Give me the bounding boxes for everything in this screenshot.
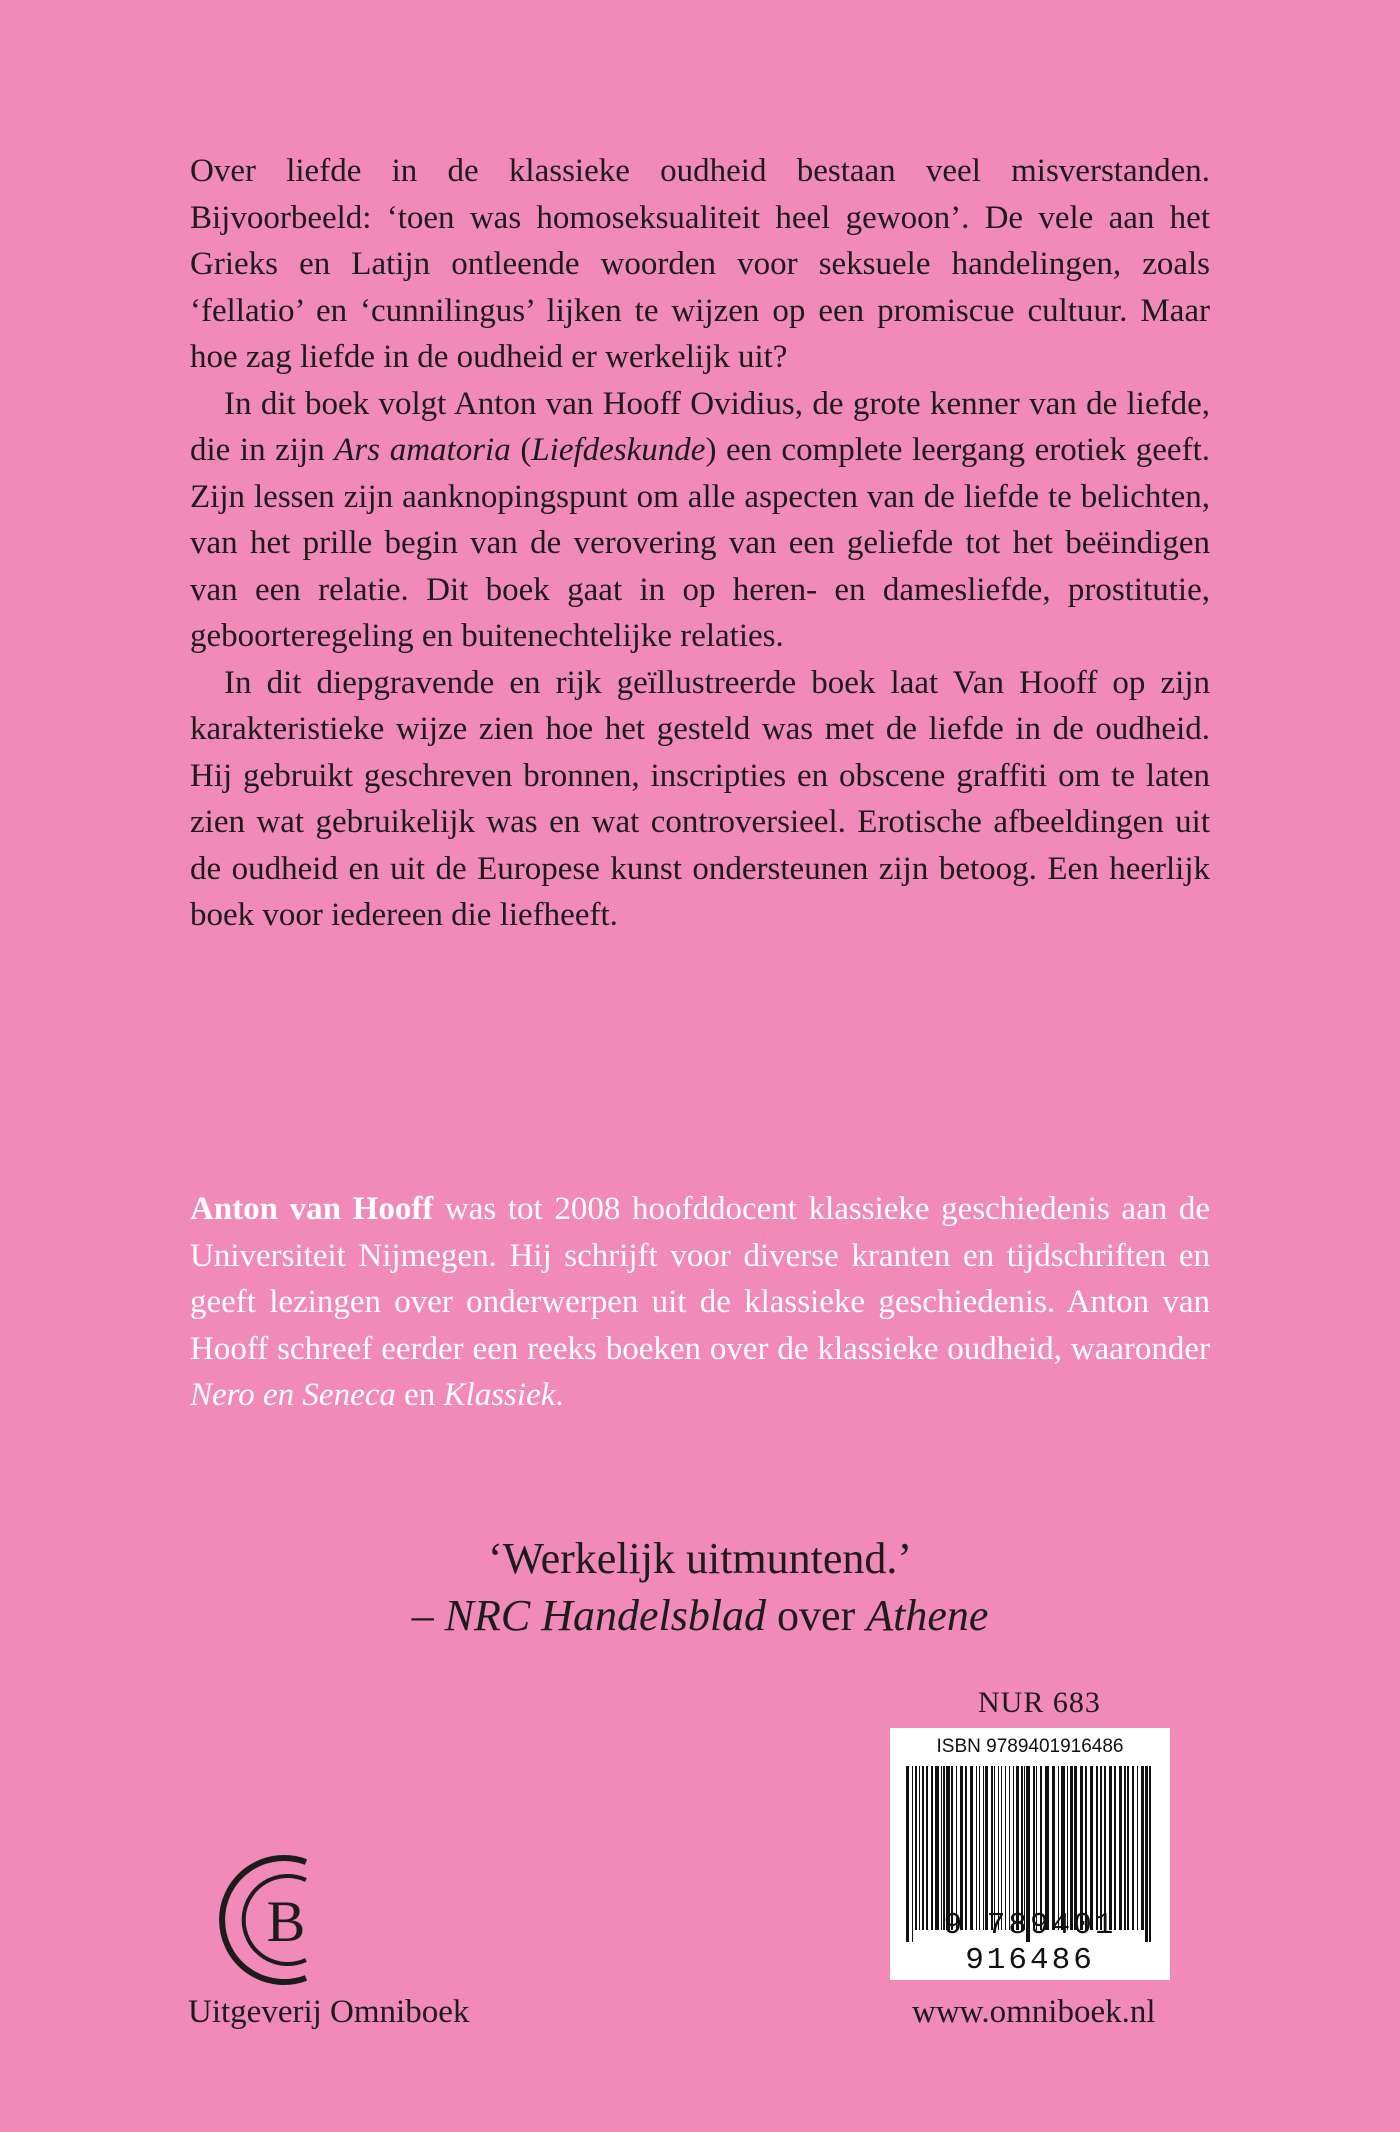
barcode-bar: [1058, 1766, 1059, 1930]
barcode-bar: [1033, 1766, 1035, 1930]
barcode-bar: [951, 1766, 953, 1930]
barcode-bar: [1137, 1766, 1138, 1930]
barcode-bar: [1124, 1766, 1126, 1930]
barcode-bar: [1127, 1766, 1129, 1930]
blurb-p2-title-2: Liefdeskunde: [531, 432, 706, 468]
barcode-bar: [1100, 1766, 1102, 1930]
barcode-bar: [994, 1766, 995, 1930]
blurb-p2-title: Ars amatoria: [334, 432, 511, 468]
barcode-bar: [1040, 1766, 1042, 1930]
isbn-digits: 9 789401 916486: [943, 1908, 1117, 1978]
bio-text-a: was tot 2008 hoofddocent klassieke geschiedenis aan de Universiteit Nijmegen. Hij schrijft voor diverse kranten en tijdschriften en geeft lezingen over onderwerpen uit de klassieke geschiedenis. Anton van Hooff schreef eerder een reeks boeken over de klassieke oudheid, waaronder: [190, 1191, 1210, 1367]
barcode-bar: [1009, 1766, 1010, 1930]
publisher-name: Uitgeverij Omniboek: [188, 1994, 470, 2030]
barcode-bar: [1109, 1766, 1112, 1930]
website-url[interactable]: www.omniboek.nl: [912, 1994, 1156, 2030]
barcode-bar: [1052, 1766, 1055, 1930]
barcode-bar: [1013, 1766, 1014, 1930]
barcode: [890, 1728, 1170, 1980]
press-quote: [190, 1530, 1210, 1644]
author-name: Anton van Hooff: [190, 1191, 434, 1227]
barcode-bar: [1070, 1766, 1073, 1930]
barcode-bar: [991, 1766, 993, 1930]
barcode-bar: [915, 1766, 917, 1930]
barcode-bar: [998, 1766, 999, 1930]
barcode-bar: [922, 1766, 924, 1930]
publisher-logo: [178, 1840, 398, 2000]
barcode-bar: [919, 1766, 920, 1930]
bio-text-c: .: [555, 1377, 564, 1413]
barcode-bar: [1132, 1766, 1134, 1930]
quote-over: over: [766, 1591, 867, 1640]
barcode-bar: [979, 1766, 980, 1930]
logo-letter: B: [266, 1889, 306, 1954]
barcode-bar: [1114, 1766, 1116, 1930]
blurb-paragraph-1: Over liefde in de klassieke oudheid bestaan veel misverstanden. Bijvoorbeeld: ‘toen was homoseksualiteit heel gewoon’. De vele aan het Grieks en Latijn ontleende woorden voor seksuele handelingen, zoals ‘fellatio’ en ‘cunnilingus’ lijken te wijzen op een promiscue cultuur. Maar hoe zag liefde in de oudheid er werkelijk uit?: [190, 153, 1210, 375]
barcode-bar: [985, 1766, 988, 1930]
blurb-p2-text-a: In dit boek volgt Anton van Hooff Ovidius, de grote kenner van de liefde, die in zijn: [190, 385, 1210, 468]
barcode-bar: [1045, 1766, 1049, 1930]
quote-dash: –: [411, 1591, 445, 1640]
barcode-bar: [1024, 1766, 1025, 1930]
barcode-bar: [1074, 1766, 1077, 1930]
blurb-paragraph-2: [190, 381, 1210, 660]
barcode-bar: [943, 1766, 945, 1930]
barcode-bar: [1061, 1766, 1065, 1930]
author-bio: [190, 1186, 1210, 1419]
blurb-paragraph-3: In dit diepgravende en rijk geïllustreerde boek laat Van Hooff op zijn karakteristieke wijze zien hoe het gesteld was met de liefde in de oudheid. Hij gebruikt geschreven bronnen, inscripties en obscene graffiti om te laten zien wat gebruikelijk was en wat controversieel. Erotische afbeeldingen uit de oudheid en uit de Europese kunst ondersteunen zijn betoog. Een heerlijk boek voor iedereen die liefheeft.: [190, 664, 1210, 933]
quote-book: Athene: [866, 1591, 989, 1640]
barcode-bar: [956, 1766, 957, 1930]
isbn-label: ISBN 9789401916486: [936, 1736, 1124, 1757]
barcode-bar: [1036, 1766, 1037, 1930]
barcode-bar: [976, 1766, 977, 1930]
bio-book-1: Nero en Seneca: [190, 1377, 396, 1413]
bio-text-b: en: [395, 1377, 444, 1413]
barcode-bar: [926, 1766, 928, 1930]
barcode-bar: [965, 1766, 967, 1930]
barcode-bar: [970, 1766, 973, 1930]
barcode-bar: [1001, 1766, 1002, 1930]
barcode-bar: [1141, 1766, 1144, 1930]
barcode-bar: [1119, 1766, 1122, 1930]
blurb-p2-text-b: (: [510, 432, 532, 468]
barcode-bar: [935, 1766, 939, 1930]
barcode-bar: [1085, 1766, 1087, 1930]
quote-attribution: [190, 1587, 1210, 1644]
barcode-bar: [1096, 1766, 1098, 1930]
blurb: [190, 148, 1210, 939]
barcode-bar: [960, 1766, 963, 1930]
barcode-bar: [1067, 1766, 1068, 1930]
barcode-bar: [941, 1766, 942, 1930]
quote-text: ‘Werkelijk uitmuntend.’: [487, 1534, 913, 1583]
barcode-bar: [1080, 1766, 1083, 1930]
blurb-p2-text-c: ) een complete leergang erotiek geeft. Zijn lessen zijn aanknopingspunt om alle aspecten van de liefde te belichten, van het prille begin van de verovering van een geliefde tot het beëindigen van een relatie. Dit boek gaat in op heren- en damesliefde, prostitutie, geboorteregeling en buitenechtelijke relaties.: [190, 432, 1210, 654]
nur-code: NUR 683: [978, 1686, 1101, 1719]
barcode-bar: [983, 1766, 984, 1930]
barcode-bar: [1021, 1766, 1023, 1930]
barcode-bar: [1016, 1766, 1019, 1930]
bio-book-2: Klassiek: [443, 1377, 556, 1413]
barcode-bar: [931, 1766, 933, 1930]
barcode-bar: [1090, 1766, 1093, 1930]
barcode-bar: [1104, 1766, 1106, 1930]
barcode-bar: [1005, 1766, 1006, 1930]
quote-source: NRC Handelsblad: [444, 1591, 767, 1640]
barcode-bar: [946, 1766, 950, 1930]
